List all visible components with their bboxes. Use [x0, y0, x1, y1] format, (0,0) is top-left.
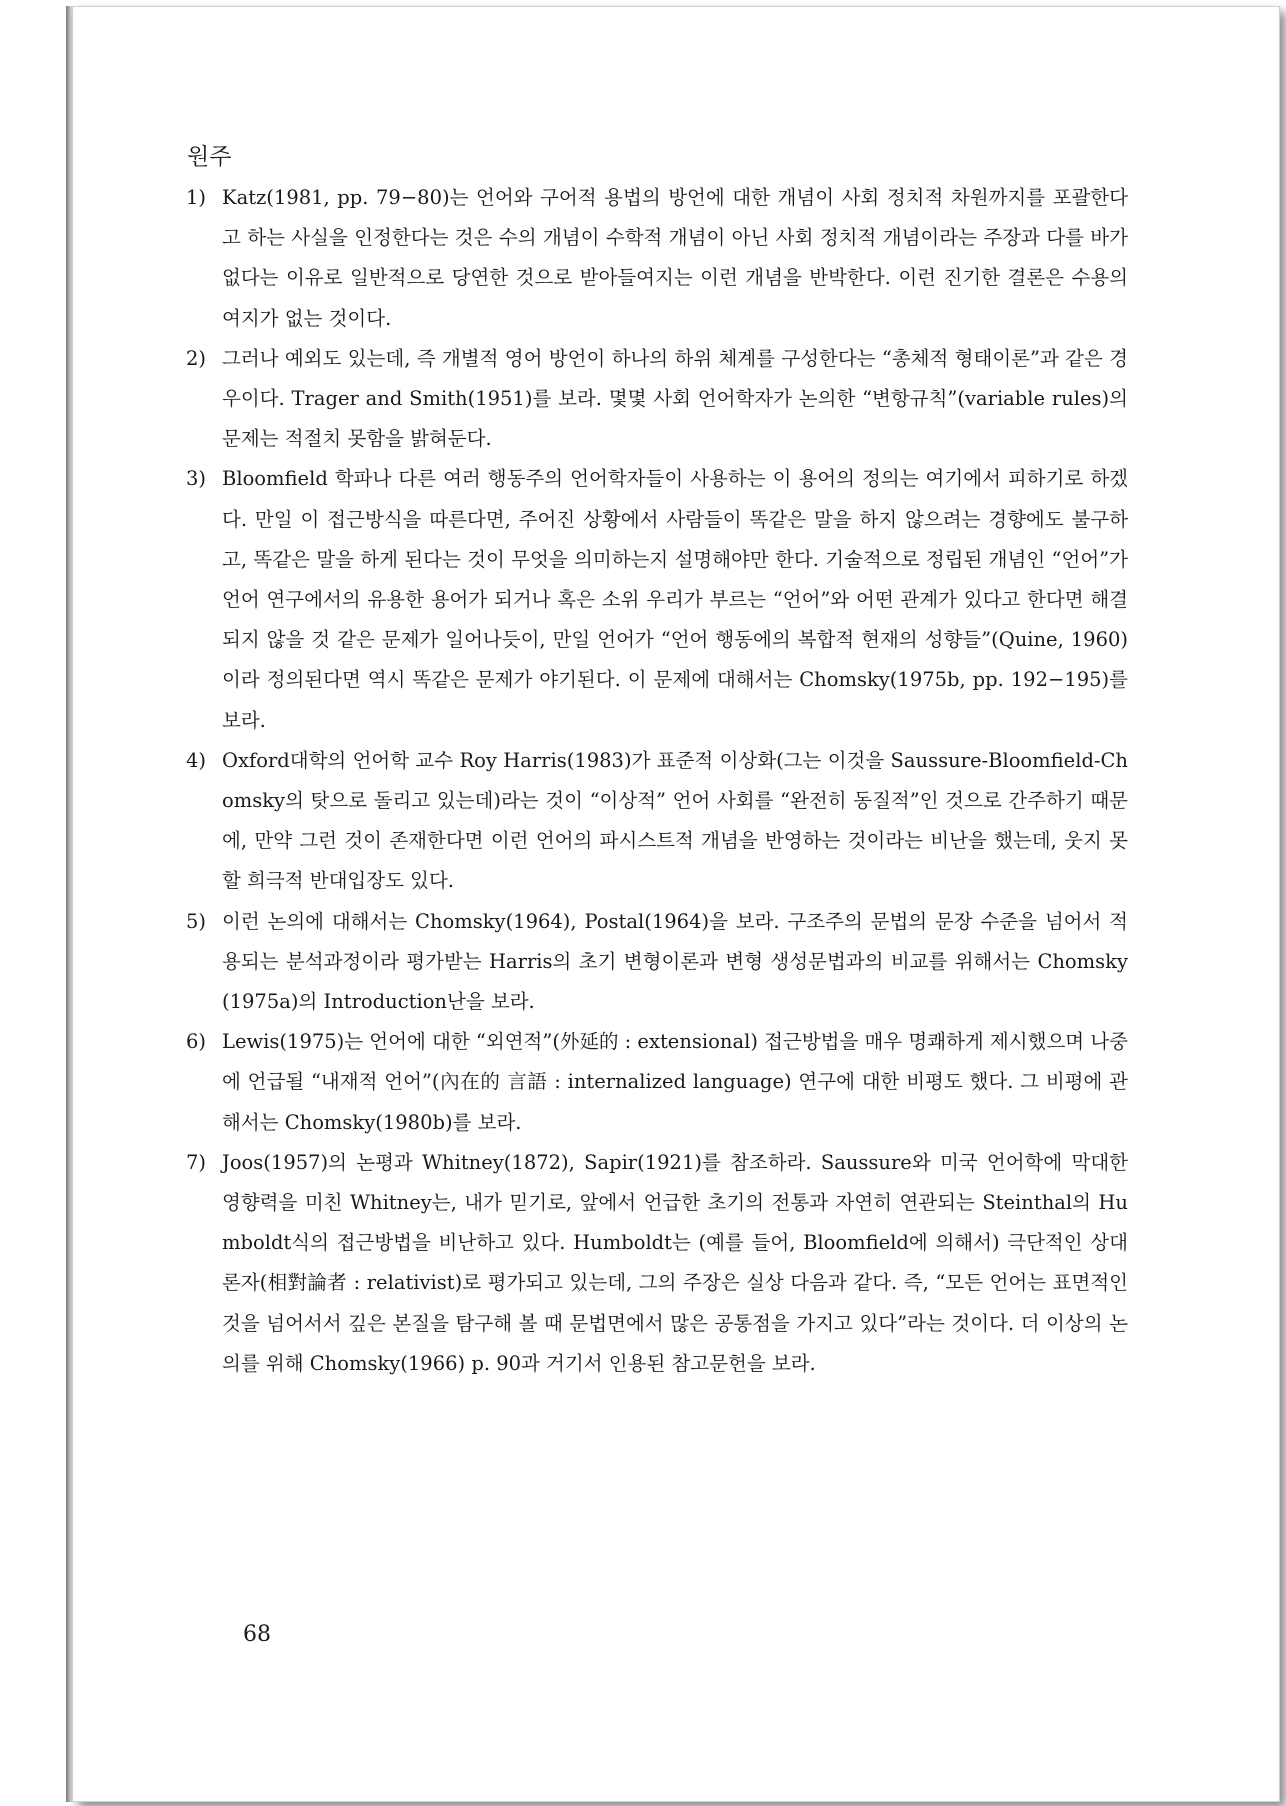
endnote-text: 그러나 예외도 있는데, 즉 개별적 영어 방언이 하나의 하위 체계를 구성한다는 “총체적 형태이론”과 같은 경우이다. Trager and Smith(1951)를 보라. 몇몇 사회 언어학자가 논의한 “변항규칙”(variable rules)의 문제는 적절치 못함을 밝혀둔다. — [222, 346, 1128, 451]
endnote-number: 7) — [186, 1150, 207, 1174]
endnote-7 — [186, 1143, 1128, 1384]
endnote-number: 2) — [186, 346, 207, 370]
endnote-4 — [186, 741, 1128, 902]
endnote-text: Lewis(1975)는 언어에 대한 “외연적”(外延的 : extensional) 접근방법을 매우 명쾌하게 제시했으며 나중에 언급될 “내재적 언어”(內在的 言語 : internalized language) 연구에 대한 비평도 했다. 그 비평에 관해서는 Chomsky(1980b)를 보라. — [222, 1030, 1128, 1134]
endnote-number: 4) — [186, 748, 207, 772]
endnote-text: Bloomfield 학파나 다른 여러 행동주의 언어학자들이 사용하는 이 용어의 정의는 여기에서 피하기로 하겠다. 만일 이 접근방식을 따른다면, 주어진 상황에서 사람들이 똑같은 말을 하지 않으려는 경향에도 불구하고, 똑같은 말을 하게 된다는 것이 무엇을 의미하는지 설명해야만 한다. 기술적으로 정립된 개념인 “언어”가 언어 연구에서의 유용한 용어가 되거나 혹은 소위 우리가 부르는 “언어”와 어떤 관계가 있다고 한다면 해결되지 않을 것 같은 문제가 일어나듯이, 만일 언어가 “언어 행동에의 복합적 현재의 성향들”(Quine, 1960)이라 정의된다면 역시 똑같은 문제가 야기된다. 이 문제에 대해서는 Chomsky(1975b, pp. 192−195)를 보라. — [222, 467, 1128, 732]
endnote-5 — [186, 902, 1128, 1023]
endnote-text: Katz(1981, pp. 79−80)는 언어와 구어적 용법의 방언에 대한 개념이 사회 정치적 차원까지를 포괄한다고 하는 사실을 인정한다는 것은 수의 개념이 수학적 개념이 아닌 사회 정치적 개념이라는 주장과 다를 바가 없다는 이유로 일반적으로 당연한 것으로 받아들여지는 이런 개념을 반박한다. 이런 진기한 결론은 수용의 여지가 없는 것이다. — [222, 186, 1128, 330]
endnote-number: 3) — [186, 467, 207, 491]
section-heading: 원주 — [187, 144, 232, 170]
endnote-number: 1) — [186, 186, 207, 209]
notes-section — [186, 140, 1128, 1384]
page-number: 68 — [243, 1622, 271, 1647]
endnote-6 — [186, 1022, 1128, 1143]
endnote-3 — [186, 459, 1128, 740]
endnote-number: 5) — [186, 909, 207, 933]
endnote-2 — [186, 339, 1128, 460]
endnote-text: Oxford대학의 언어학 교수 Roy Harris(1983)가 표준적 이상화(그는 이것을 Saussure-Bloomfield-Chomsky의 탓으로 돌리고 있는데)라는 것이 “이상적” 언어 사회를 “완전히 동질적”인 것으로 간주하기 때문에, 만약 그런 것이 존재한다면 이런 언어의 파시스트적 개념을 반영하는 것이라는 비난을 했는데, 웃지 못할 희극적 반대입장도 있다. — [222, 748, 1128, 893]
endnote-text: Joos(1957)의 논평과 Whitney(1872), Sapir(1921)를 참조하라. Saussure와 미국 언어학에 막대한 영향력을 미친 Whitney는, 내가 믿기로, 앞에서 언급한 초기의 전통과 자연히 연관되는 Steinthal의 Humboldt식의 접근방법을 비난하고 있다. Humboldt는 (예를 들어, Bloomfield에 의해서) 극단적인 상대론자(相對論者 : relativist)로 평가되고 있는데, 그의 주장은 실상 다음과 같다. 즉, “모든 언어는 표면적인 것을 넘어서서 깊은 본질을 탐구해 볼 때 문법면에서 많은 공통점을 가지고 있다”라는 것이다. 더 이상의 논의를 위해 Chomsky(1966) p. 90과 거기서 인용된 참고문헌을 보라. — [222, 1150, 1128, 1375]
endnote-text: 이런 논의에 대해서는 Chomsky(1964), Postal(1964)을 보라. 구조주의 문법의 문장 수준을 넘어서 적용되는 분석과정이라 평가받는 Harris의 초기 변형이론과 변형 생성문법과의 비교를 위해서는 Chomsky(1975a)의 Introduction난을 보라. — [222, 909, 1128, 1014]
endnote-1 — [186, 178, 1128, 339]
endnote-number: 6) — [186, 1030, 207, 1054]
endnotes-list — [186, 178, 1128, 1384]
